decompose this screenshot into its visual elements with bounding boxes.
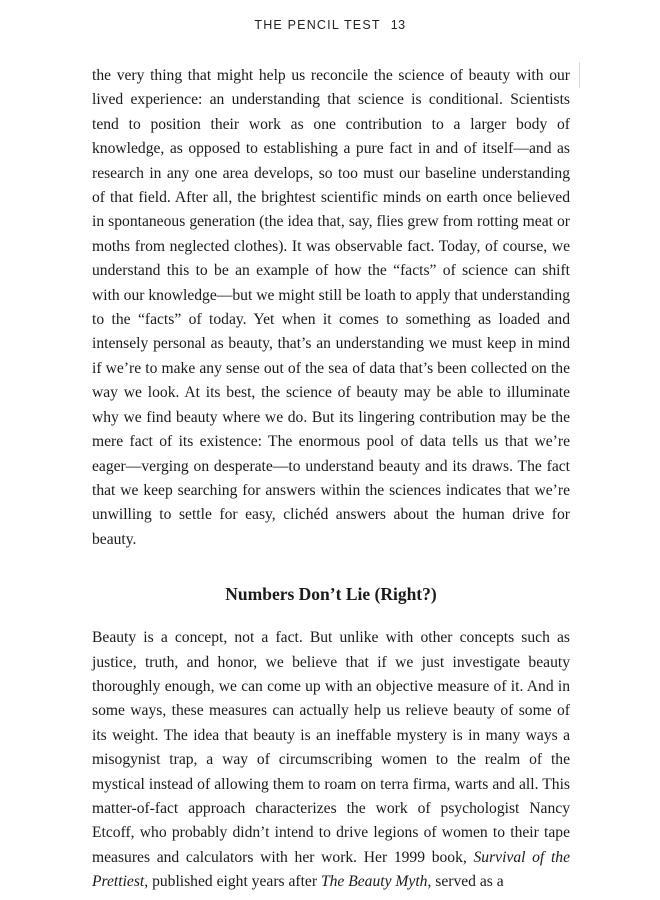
page-number: 13 [390,18,406,32]
page-edge-mark [579,62,580,88]
running-head [0,18,660,32]
running-head-title: THE PENCIL TEST [254,18,381,32]
paragraph-text-middle: , published eight years after [144,873,321,891]
body-text [92,64,570,895]
book-title-beauty-myth: The Beauty Myth [320,873,428,891]
paragraph-numbers [92,626,570,894]
paragraph-text-start: Beauty is a concept, not a fact. But unlike with other concepts such as justice, truth, and honor, we believe that if we just investigate beauty thoroughly enough, we can come up with an objective measure of it. And in some ways, these measures can actually help us relieve beauty of some of its weight. The idea that beauty is an ineffable mystery is in many ways a misogynist trap, a way of circumscribing women to the realm of the mystical instead of allowing them to roam on terra firma, warts and all. This matter-of-fact approach characterizes the work of psychologist Nancy Etcoff, who probably didn’t intend to drive legions of women to their tape measures and calculators with her work. Her 1999 book, [92,629,570,866]
paragraph-continued: the very thing that might help us reconcile the science of beauty with our lived experience: an understanding that science is conditional. Scientists tend to position their work as one contribution to a larger body of knowledge, as opposed to establishing a pure fact in and of itself—and as research in any one area develops, so too must our baseline understanding of that field. After all, the brightest scientific minds on earth once believed in spontaneous generation (the idea that, say, flies grew from rotting meat or moths from neglected clothes). It was observable fact. Today, of course, we understand this to be an example of how the “facts” of science can shift with our knowledge—but we might still be loath to apply that understanding to the “facts” of today. Yet when it comes to something as loaded and intensely personal as beauty, that’s an understanding we must keep in mind if we’re to make any sense out of the sea of data that’s been collected on the way we look. At its best, the science of beauty may be able to illuminate why we find beauty where we do. But its lingering contribution may be the mere fact of its existence: The enormous pool of data tells us that we’re eager—verging on desperate—to understand beauty and its draws. The fact that we keep searching for answers within the sciences indicates that we’re unwilling to settle for easy, clichéd answers about the human drive for beauty. [92,67,570,548]
paragraph-text-end: , served as a [427,873,504,891]
section-heading: Numbers Don’t Lie (Right?) [225,584,437,605]
book-title-survival: Survival of the Prettiest [92,848,571,891]
